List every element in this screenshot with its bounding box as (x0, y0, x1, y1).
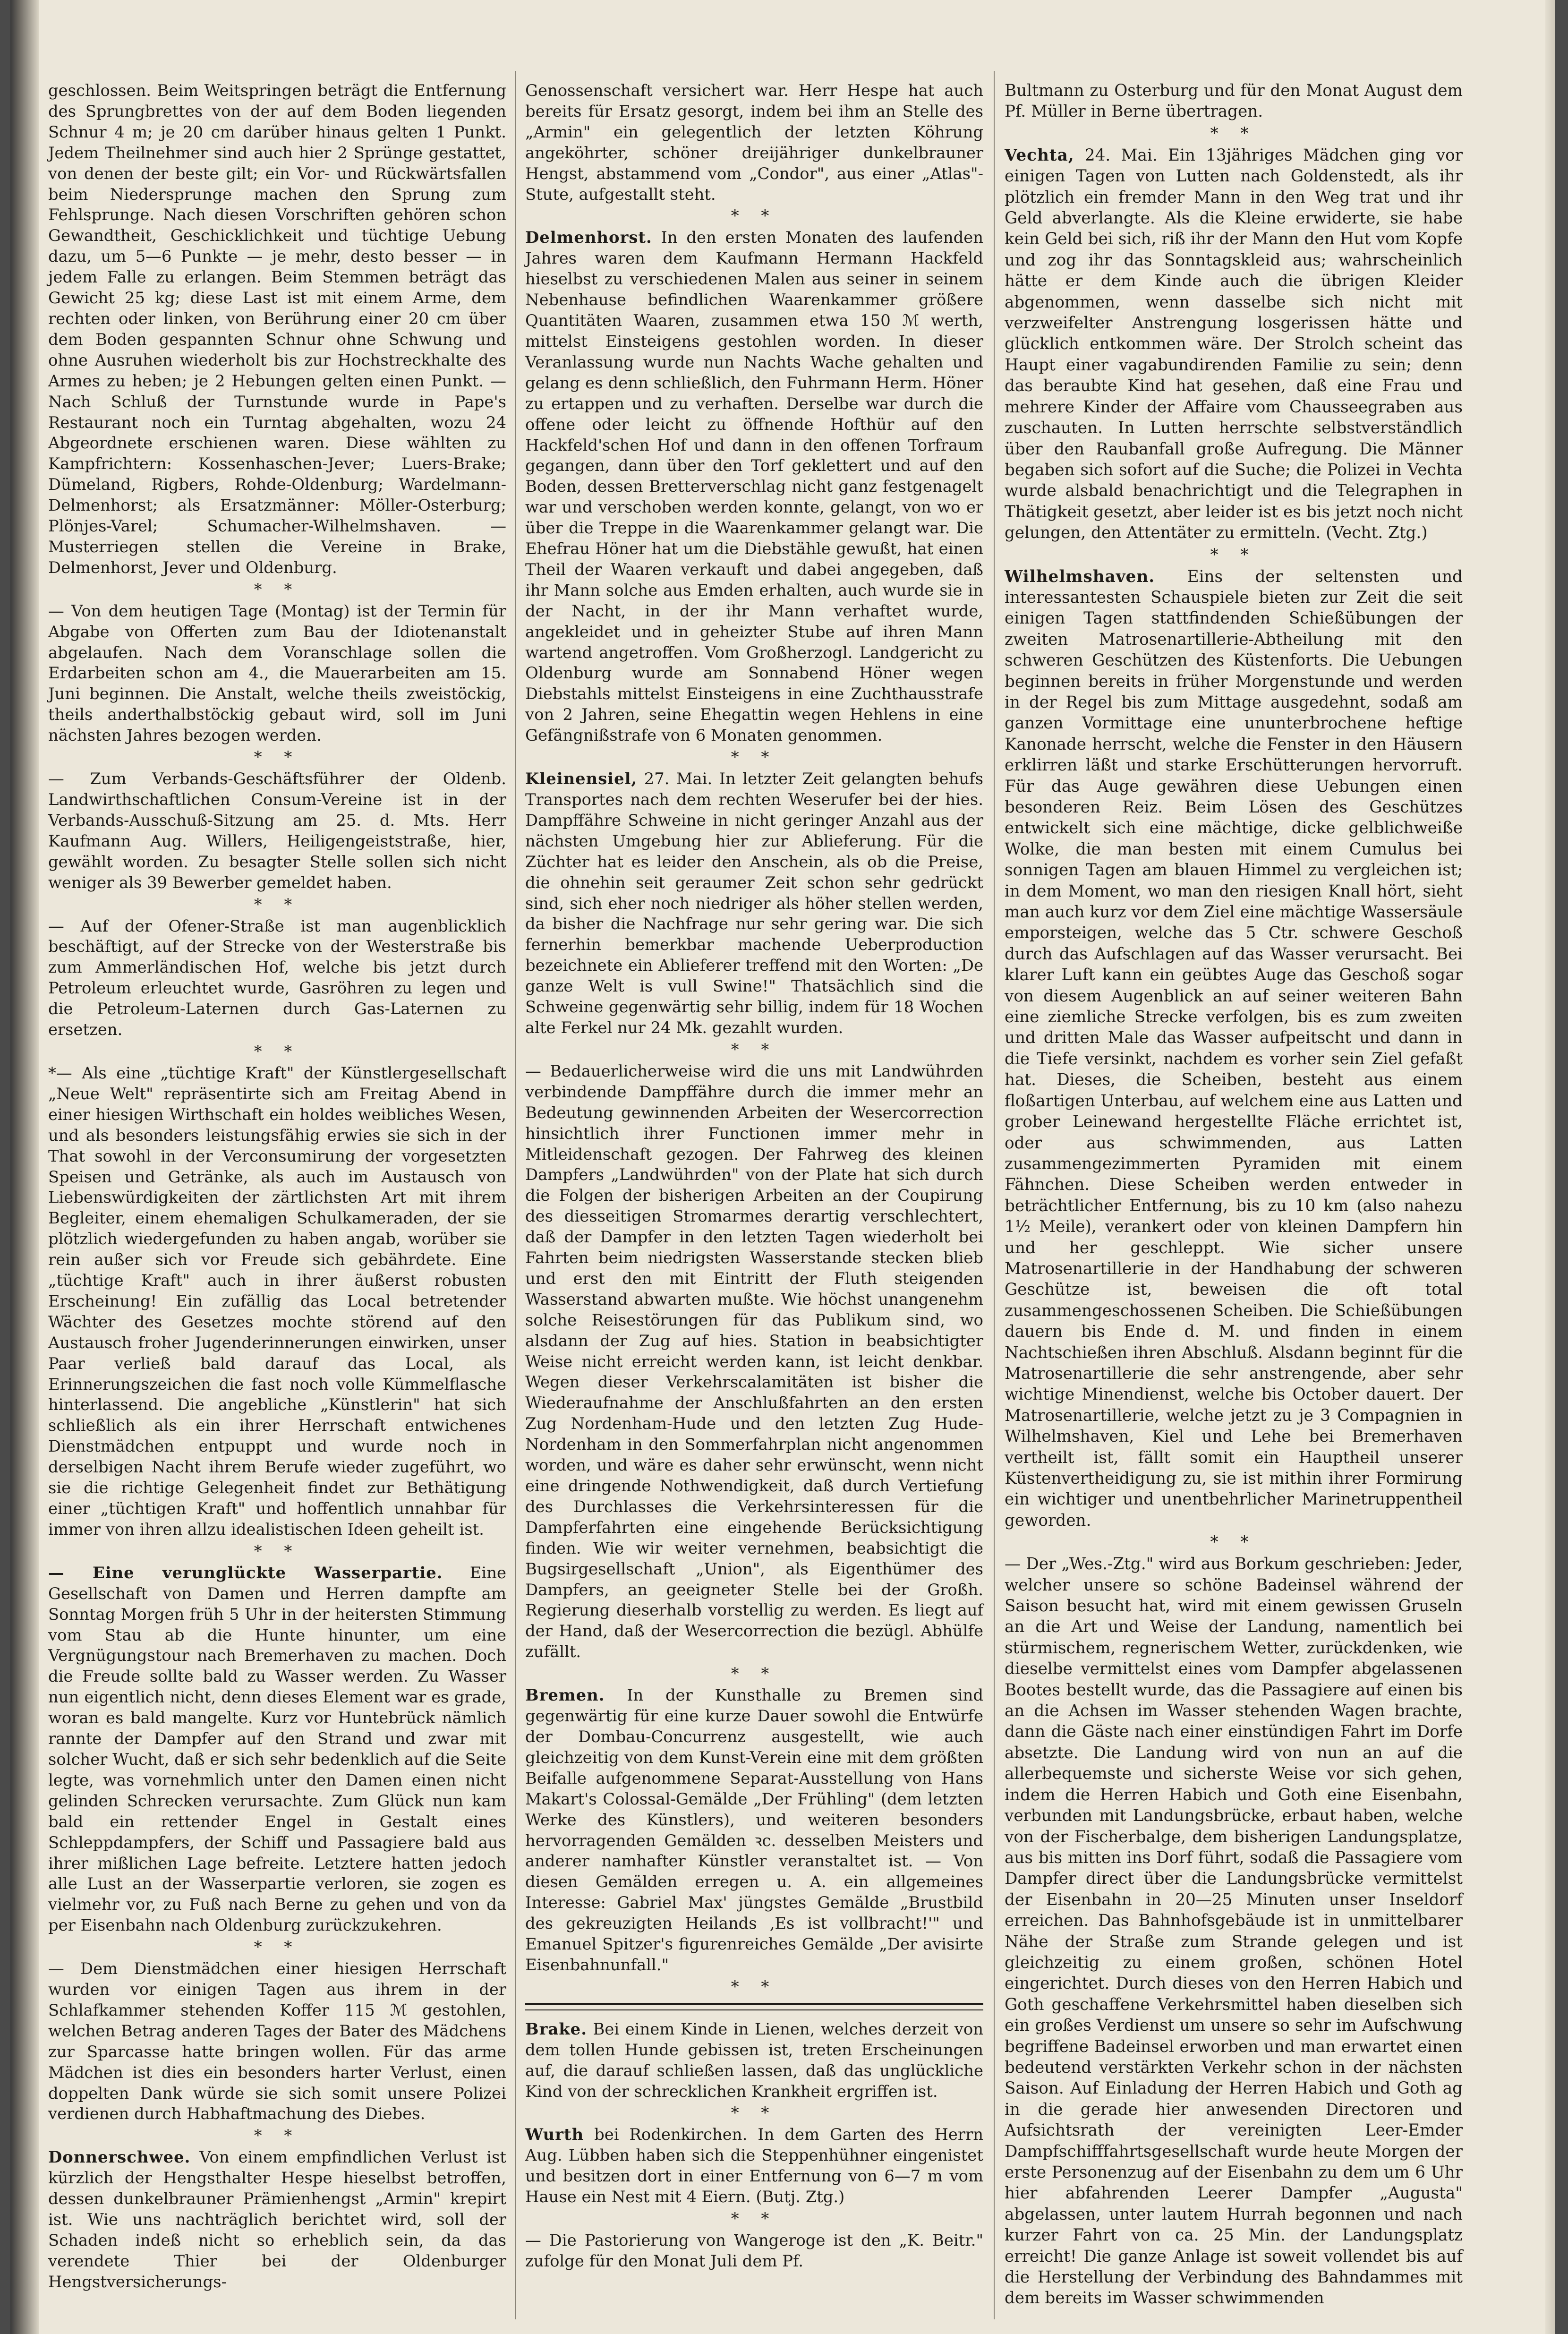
article-separator: * * (254, 1042, 301, 1060)
news-article (1005, 145, 1463, 544)
article-separator: * * (254, 1541, 301, 1560)
article-headline: Wurth (525, 2125, 584, 2144)
article-text: Bultmann zu Osterburg und für den Monat August dem Pf. Müller in Berne übertragen. (1005, 81, 1463, 121)
news-article (1005, 80, 1463, 122)
article-separator: * * (254, 2126, 301, 2145)
article-headline: Vechta, (1005, 145, 1074, 165)
article-separator: * * (254, 1938, 301, 1957)
article-text: geschlossen. Beim Weitspringen beträgt die Entfernung des Sprungbrettes von der auf dem Boden liegenden Schnur 4 m; je 20 cm darüber hinaus gelten 1 Punkt. Jedem Theilnehmer sind auch hier 2 Sprünge gestattet, von denen der beste gilt; ein Vor- und Rückwärtsfallen beim Niedersprunge machen den Sprung zum Fehlsprunge. Nach diesen Vorschriften gehören schon Gewandtheit, Geschicklichkeit und tüchtige Uebung dazu, um 5—6 Punkte — je mehr, desto besser — in jedem Falle zu erlangen. Beim Stemmen beträgt das Gewicht 25 kg; diese Last ist mit einem Arme, dem rechten oder linken, von Berührung einer 20 cm über dem Boden gespannten Schnur ohne Schwung und ohne Ausruhen wiederholt bis zur Hochstreckhalte des Armes zu heben; je 2 Hebungen gelten einen Punkt. — Nach Schluß der Turnstunde wurde in Pape's Restaurant noch ein Turntag abgehalten, wozu 24 Abgeordnete erschienen waren. Diese wählten zu Kampfrichtern: Kossenhaschen-Jever; Luers-Brake; Dümeland, Rigbers, Rohde-Oldenburg; Wardelmann-Delmenhorst; als Ersatzmänner: Möller-Osterburg; Plönjes-Varel; Schumacher-Wilhelmshaven. — Musterriegen stellen die Vereine in Brake, Delmenhorst, Jever und Oldenburg. (48, 81, 506, 577)
article-text: — Von dem heutigen Tage (Montag) ist der Termin für Abgabe von Offerten zum Bau der Idiotenanstalt abgelaufen. Nach dem Voranschlage sollen die Erdarbeiten schon am 4., die Mauerarbeiten am 15. Juni beginnen. Die Anstalt, welche theils zweistöckig, theils anderthalbstöckig gebaut wird, soll im Juni nächsten Jahres bezogen werden. (48, 601, 506, 745)
article-headline: Kleinensiel, (525, 769, 638, 788)
article-text: — Auf der Ofener-Straße ist man augenblicklich beschäftigt, auf der Strecke von der Westerstraße bis zum Ammerländischen Hof, welche bis jetzt durch Petroleum erleuchtet wurde, Gasröhren zu legen und die Petroleum-Laternen durch Gas-Laternen zu ersetzen. (48, 916, 506, 1039)
news-article (525, 1061, 983, 1662)
news-article (48, 601, 506, 746)
news-article (48, 916, 506, 1040)
article-separator: * * (731, 748, 778, 767)
news-article (48, 80, 506, 578)
article-headline: Bremen. (525, 1685, 605, 1705)
article-headline: Brake. (525, 2019, 587, 2038)
article-separator: * * (731, 2103, 778, 2122)
article-text: — Der „Wes.-Ztg." wird aus Borkum geschrieben: Jeder, welcher unsere so schöne Badeinsel während der Saison besucht hat, wird mit einem gewissen Gruseln an die Art und Weise der Landung, namentlich bei stürmischem, regnerischem Wetter, zurückdenken, wie dieselbe vermittelst eines vom Dampfer abgelassenen Bootes bestellt wurde, das die Passagiere auf einen bis an die Achsen im Wasser stehenden Wagen brachte, dann die Gäste nach einer einstündigen Fahrt im Dorfe absetzte. Die Landung wird von nun an auf die allerbequemste und sicherste Weise vor sich gehen, indem die Herren Habich und Goth eine Eisenbahn, verbunden mit Landungsbrücke, erbaut haben, welche von der Fischerbalge, dem bisherigen Landungsplatze, aus bis mitten ins Dorf führt, sodaß die Passagiere vom Dampfer direct über die Landungsbrücke vermittelst der Eisenbahn in 20—25 Minuten unser Inseldorf erreichen. Das Bahnhofsgebäude ist in unmittelbarer Nähe der Straße zum Strande gelegen und ist gleichzeitig zu einem großen, schönen Hotel eingerichtet. Durch dieses von den Herren Habich und Goth geschaffene Verkehrsmittel haben dieselben sich ein großes Verdienst um unsere so sehr im Aufschwung begriffene Badeinsel erworben und man erwartet einen bedeutend verstärkten Verkehr schon in der nächsten Saison. Auf Einladung der Herren Habich und Goth ag in die gerade hier anwesenden Directoren und Aufsichtsrath der vereinigten Leer-Emder Dampfschifffahrtsgesellschaft wurde heute Morgen der erste Personenzug auf der Eisenbahn zu dem um 6 Uhr hier abfahrenden Leerer Dampfer „Augusta" abgelassen, unter lautem Hurrah begonnen und nach kurzer Fahrt von ca. 25 Min. der Landungsplatz erreicht! Die ganze Anlage ist soweit vollendet bis auf die Herstellung der Verbindung des Bahndammes mit dem bereits im Wasser schwimmenden (1005, 1555, 1463, 2308)
article-separator: * * (254, 748, 301, 767)
news-article (525, 2230, 983, 2272)
article-separator: * * (254, 895, 301, 914)
article-text: bei Rodenkirchen. In dem Garten des Herrn Aug. Lübben haben sich die Steppenhühner eingenistet und besitzen dort in einer Entfernung von 6—7 m vom Hause ein Nest mit 4 Eiern. (Butj. Ztg.) (525, 2125, 983, 2206)
news-article (48, 1958, 506, 2124)
news-article (525, 227, 983, 746)
article-separator: * * (1210, 124, 1257, 143)
news-article (1005, 566, 1463, 1531)
news-article (48, 1063, 506, 1540)
column-2 (525, 80, 983, 2272)
article-separator: * * (731, 1040, 778, 1059)
article-text: Bei einem Kinde in Lienen, welches derzeit von dem tollen Hunde gebissen ist, treten Erscheinungen auf, die darauf schließen lassen, daß das unglückliche Kind von der schrecklichen Krankheit ergriffen ist. (525, 2019, 983, 2101)
article-separator: * * (731, 1977, 778, 1996)
news-article (525, 1685, 983, 1975)
news-article (48, 1563, 506, 1936)
article-separator: * * (731, 206, 778, 225)
article-headline: Donnerschwee. (48, 2147, 191, 2167)
article-separator: * * (731, 2209, 778, 2228)
column-rule (515, 71, 516, 2319)
article-headline: — Eine verunglückte Wasserpartie. (48, 1563, 443, 1582)
article-text: — Zum Verbands-Geschäftsführer der Oldenb. Landwirthschaftlichen Consum-Vereine ist in der Verbands-Ausschuß-Sitzung am 25. d. Mts. Herr Kaufmann Aug. Willers, Heiligengeiststraße, hier, gewählt worden. Zu besagter Stelle sollen sich nicht weniger als 39 Bewerber gemeldet haben. (48, 769, 506, 892)
column-3 (1005, 80, 1463, 2309)
news-article (48, 2147, 506, 2292)
article-text: *— Als eine „tüchtige Kraft" der Künstlergesellschaft „Neue Welt" repräsentirte sich am Freitag Abend in einer hiesigen Wirthschaft ein holdes weibliches Wesen, und als besonders leistungsfähig erwies sie sich in der That sowohl in der Verconsumirung der vorgesetzten Speisen und Getränke, als auch im Austausch von Liebenswürdigkeiten der zärtlichsten Art mit ihrem Begleiter, einem ehemaligen Schulkameraden, der sie plötzlich wiedergefunden zu haben angab, worüber sie rein außer sich vor Freude sich gebährdete. Eine „tüchtige Kraft" auch in ihrer äußerst robusten Erscheinung! Ein zufällig das Local betretender Wächter des Gesetzes mochte störend auf den Austausch froher Jugenderinnerungen einwirken, unser Paar verließ bald darauf das Local, als Erinnerungszeichen die fast noch volle Kümmelflasche hinterlassend. Die angebliche „Künstlerin" hat sich schließlich als ein ihrer Herrschaft entwichenes Dienstmädchen entpuppt und wurde noch in derselbigen Nacht ihrem Berufe wieder zugeführt, wo sie die richtige Gelegenheit findet zur Bethätigung einer „tüchtigen Kraft" und hoffentlich unnahbar für immer von ihren allzu idealistischen Ideen geheilt ist. (48, 1063, 506, 1539)
article-text: Genossenschaft versichert war. Herr Hespe hat auch bereits für Ersatz gesorgt, indem bei ihm an Stelle des „Armin" ein gelegentlich der letzten Köhrung angeköhrter, schöner dreijähriger dunkelbrauner Hengst, abstammend vom „Condor", aus einer „Atlas"-Stute, aufgestallt steht. (525, 81, 983, 204)
article-separator: * * (731, 1664, 778, 1683)
column-1 (48, 80, 506, 2292)
section-rule (525, 2009, 983, 2010)
news-article (525, 2124, 983, 2207)
article-text: — Dem Dienstmädchen einer hiesigen Herrschaft wurden vor einigen Tagen aus ihrem in der Schlafkammer stehenden Koffer 115 ℳ gestohlen, welchen Betrag anderen Tages der Bater des Mädchens zur Sparcasse hatte bringen wollen. Für das arme Mädchen ist dies ein besonders harter Verlust, einen doppelten Dank würde sie sich somit unsere Polizei verdienen durch Habhaftmachung des Diebes. (48, 1959, 506, 2123)
article-text: — Die Pastorierung von Wangeroge ist den „K. Beitr." zufolge für den Monat Juli dem Pf. (525, 2231, 983, 2270)
page-gutter (10, 0, 39, 2334)
article-text: In der Kunsthalle zu Bremen sind gegenwärtig für eine kurze Dauer sowohl die Entwürfe der Dombau-Concurrenz ausgestellt, wie auch gleichzeitig von dem Kunst-Verein eine mit dem größten Beifalle aufgenommene Separat-Ausstellung von Hans Makart's Colossal-Gemälde „Der Frühling" (dem letzten Werke des Künstlers), und weiteren besonders hervorragenden Gemälden ꝛc. desselben Meisters und anderer namhafter Künstler veranstaltet ist. — Von diesen Gemälden erregen u. A. ein allgemeines Interesse: Gabriel Max' jüngstes Gemälde „Brustbild des gekreuzigten Heilands ‚Es ist vollbracht!'" und Emanuel Spitzer's figurenreiches Gemälde „Der avisirte Eisenbahnunfall." (525, 1686, 983, 1974)
article-headline: Delmenhorst. (525, 228, 652, 247)
article-text: 27. Mai. In letzter Zeit gelangten behufs Transportes nach dem rechten Weserufer bei der hies. Dampffähre Schweine in nicht geringer Anzahl aus der nächsten Umgebung hier zur Ablieferung. Für die Züchter hat es leider den Anschein, als ob die Preise, die ohnehin seit geraumer Zeit schon sehr gedrückt sind, sich eher noch niedriger als höher stellen werden, da bisher die Nachfrage nur sehr gering war. Die sich fernerhin bemerkbar machende Ueberproduction bezeichnete ein Ablieferer treffend mit den Worten: „De ganze Welt is vull Swine!" Thatsächlich sind die Schweine gegenwärtig sehr billig, indem für 18 Wochen alte Ferkel nur 24 Mk. gezahlt wurden. (525, 769, 983, 1037)
article-text: 24. Mai. Ein 13jähriges Mädchen ging vor einigen Tagen von Lutten nach Goldenstedt, als ihr plötzlich ein fremder Mann in den Weg trat und ihr Geld abverlangte. Als die Kleine erwiderte, sie habe kein Geld bei sich, riß ihr der Mann den Hut vom Kopfe und zog ihr das Sonntagskleid aus; wahrscheinlich hätte er dem Kinde auch die übrigen Kleider abgenommen, wenn dasselbe sich nicht mit verzweifelter Anstrengung losgerissen hätte und glücklich entkommen wäre. Der Strolch scheint das Haupt einer vagabundirenden Familie zu sein; denn das beraubte Kind hat gesehen, daß eine Frau und mehrere Kinder der Affaire vom Chausseegraben aus zuschauten. In Lutten herrschte selbstverständlich über den Raubanfall große Aufregung. Die Männer begaben sich sofort auf die Suche; die Polizei in Vechta wurde alsbald benachrichtigt und die Telegraphen in Thätigkeit gesetzt, aber leider ist es bis jetzt noch nicht gelungen, den Attentäter zu ermitteln. (Vecht. Ztg.) (1005, 145, 1463, 543)
article-separator: * * (1210, 1533, 1257, 1552)
article-text: Eine Gesellschaft von Damen und Herren dampfte am Sonntag Morgen früh 5 Uhr in der heitersten Stimmung vom Stau ab die Hunte hinunter, um eine Vergnügungstour nach Bremerhaven zu machen. Doch die Freude sollte bald zu Wasser werden. Zu Wasser nun eigentlich nicht, denn dieses Element war es grade, woran es bald mangelte. Kurz vor Huntebrück nämlich rannte der Dampfer auf den Strand und zwar mit solcher Wucht, daß er sich sehr bedenklich auf die Seite legte, was vornehmlich unter den Damen einen nicht gelinden Schrecken verursachte. Zum Glück nun kam bald ein rettender Engel in Gestalt eines Schleppdampfers, der Schiff und Passagiere bald aus ihrer mißlichen Lage befreite. Letztere hatten jedoch alle Lust an der Wasserpartie verloren, sie zogen es vielmehr vor, zu Fuß nach Berne zu gehen und von da per Eisenbahn nach Oldenburg zurückzukehren. (48, 1563, 506, 1935)
article-text: Eins der seltensten und interessantesten Schauspiele bieten zur Zeit die seit einigen Tagen stattfindenden Schießübungen der zweiten Matrosenartillerie-Abtheilung mit den schweren Geschützen des Küstenforts. Die Uebungen beginnen bereits in früher Morgenstunde und werden in der Regel bis zum Mittage ausgedehnt, sodaß am ganzen Vormittage eine ununterbrochene heftige Kanonade herrscht, welche die Fenster in den Häusern erklirren läßt und starke Erschütterungen hervorruft. Für das Auge gewähren diese Uebungen einen besonderen Reiz. Beim Lösen des Geschützes entwickelt sich eine mächtige, dicke gelblichweiße Wolke, die man besten mit einem Cumulus bei sonnigen Tagen am blauen Himmel zu vergleichen ist; in dem Moment, wo man den riesigen Knall hört, sieht man auch kurz vor dem Ziel eine mächtige Wassersäule emporsteigen, welche das 5 Ctr. schwere Geschoß durch das Aufschlagen auf das Wasser verursacht. Bei klarer Luft kann ein geübtes Auge das Geschoß sogar von diesem Augenblick an auf seiner weiteren Bahn eine ziemliche Strecke verfolgen, bis es zum zweiten und dritten Male das Wasser aufpeitscht und dann in die Tiefe versinkt, nachdem es vorher sein Ziel gefaßt hat. Dieses, die Scheiben, besteht aus einem floßartigen Unterbau, auf welchem eine aus Latten und grober Leinewand hergestellte Fläche errichtet ist, oder aus schwimmenden, aus Latten zusammengezimmerten Pyramiden mit einem Fähnchen. Diese Scheiben werden entweder in beträchtlicher Entfernung, bis zu 10 km (also nahezu 1½ Meile), verankert oder von kleinen Dampfern hin und her geschleppt. Wie sicher unsere Matrosenartillerie in der Handhabung der schweren Geschütze ist, beweisen die oft total zusammengeschossenen Scheiben. Die Schießübungen dauern bis Ende d. M. und finden in einem Nachtschießen ihren Abschluß. Alsdann beginnt für die Matrosenartillerie die sehr anstrengende, aber sehr wichtige Minendienst, welche bis October dauert. Der Matrosenartillerie, welche jetzt zu je 3 Compagnien in Wilhelmshaven, Kiel und Lehe bei Bremerhaven vertheilt ist, fällt somit ein Hauptheil unserer Küstenvertheidigung zu, sie ist mithin ihrer Formirung ein wichtiger und unentbehrlicher Marinetruppentheil geworden. (1005, 567, 1463, 1530)
article-text: — Bedauerlicherweise wird die uns mit Landwührden verbindende Dampffähre durch die immer mehr an Bedeutung gewinnenden Arbeiten der Wesercorrection hinsichtlich ihrer Functionen immer mehr in Mitleidenschaft gezogen. Der Fahrweg des kleinen Dampfers „Landwührden" von der Plate hat sich durch die Folgen der bisherigen Arbeiten an der Coupirung des diesseitigen Stromarmes derartig verschlechtert, daß der Dampfer in den letzten Tagen wiederholt bei Fahrten beim niedrigsten Wasserstande stecken blieb und erst den mit Eintritt der Fluth steigenden Wasserstand abwarten mußte. Wie höchst unangenehm solche Reisestörungen für das Publikum sind, wo alsdann der Zug auf hies. Station in beabsichtigter Weise nicht erreicht werden kann, ist leicht denkbar. Wegen dieser Verkehrscalamitäten ist bisher die Wiederaufnahme der Anschlußfahrten an den ersten Zug Nordenham-Hude und den letzten Zug Hude-Nordenham in den Sommerfahrplan nicht angenommen worden, und wäre es daher sehr erwünscht, wenn nicht eine dringende Nothwendigkeit, daß durch Vertiefung des Durchlasses die Verkehrsinteressen für die Dampferfahrten eine eingehende Berücksichtigung finden. Wie wir weiter vernehmen, beabsichtigt die Bugsirgesellschaft „Union", als Eigenthümer des Dampfers, an geeigneter Stelle bei der Großh. Regierung dieserhalb vorstellig zu werden. Es liegt auf der Hand, daß der Wesercorrection die bezügl. Abhülfe zufällt. (525, 1061, 983, 1661)
article-headline: Wilhelmshaven. (1005, 567, 1155, 586)
article-text: In den ersten Monaten des laufenden Jahres waren dem Kaufmann Hermann Hackfeld hieselbst zu verschiedenen Malen aus seiner in seinem Nebenhause befindlichen Waarenkammer größere Quantitäten Waaren, zusammen etwa 150 ℳ werth, mittelst Einsteigens gestohlen worden. In dieser Veranlassung wurde nun Nachts Wache gehalten und gelang es denn schließlich, den Fuhrmann Herm. Höner zu ertappen und zu verhaften. Derselbe war durch die offene oder leicht zu öffnende Hofthür auf den Hackfeld'schen Hof und dann in den offenen Torfraum gegangen, dann über den Torf geklettert und auf den Boden, dessen Bretterverschlag nicht ganz festgenagelt war und verschoben werden konnte, gelangt, von wo er über die Treppe in die Waarenkammer gelangt war. Die Ehefrau Höner hat um die Diebstähle gewußt, hat einen Theil der Waaren verkauft und dabei angegeben, daß ihr Mann solche aus Emden erhalten, auch wurde sie in der Nacht, in der ihr Mann verhaftet wurde, angekleidet und in geheizter Stube auf ihren Mann wartend angetroffen. Vom Großherzogl. Landgericht zu Oldenburg wurde am Sonnabend Höner wegen Diebstahls mittelst Einsteigens in eine Zuchthausstrafe von 2 Jahren, seine Ehegattin wegen Hehlens in eine Gefängnißstrafe von 6 Monaten genommen. (525, 228, 983, 745)
article-separator: * * (1210, 545, 1257, 564)
news-article (525, 80, 983, 205)
page-edge (1545, 0, 1555, 2334)
column-rule (994, 71, 995, 2319)
news-article (525, 2019, 983, 2102)
news-article (525, 769, 983, 1038)
section-rule (525, 2003, 983, 2005)
newspaper-page (10, 0, 1555, 2334)
news-article (1005, 1554, 1463, 2309)
article-separator: * * (254, 580, 301, 598)
news-article (48, 769, 506, 893)
article-text: Von einem empfindlichen Verlust ist kürzlich der Hengsthalter Hespe hieselbst betroffen, dessen dunkelbrauner Prämienhengst „Armin" krepirt ist. Wie uns nachträglich berichtet wird, soll der Schaden indeß nicht so erheblich sein, da das verendete Thier bei der Oldenburger Hengstversicherungs- (48, 2148, 506, 2291)
